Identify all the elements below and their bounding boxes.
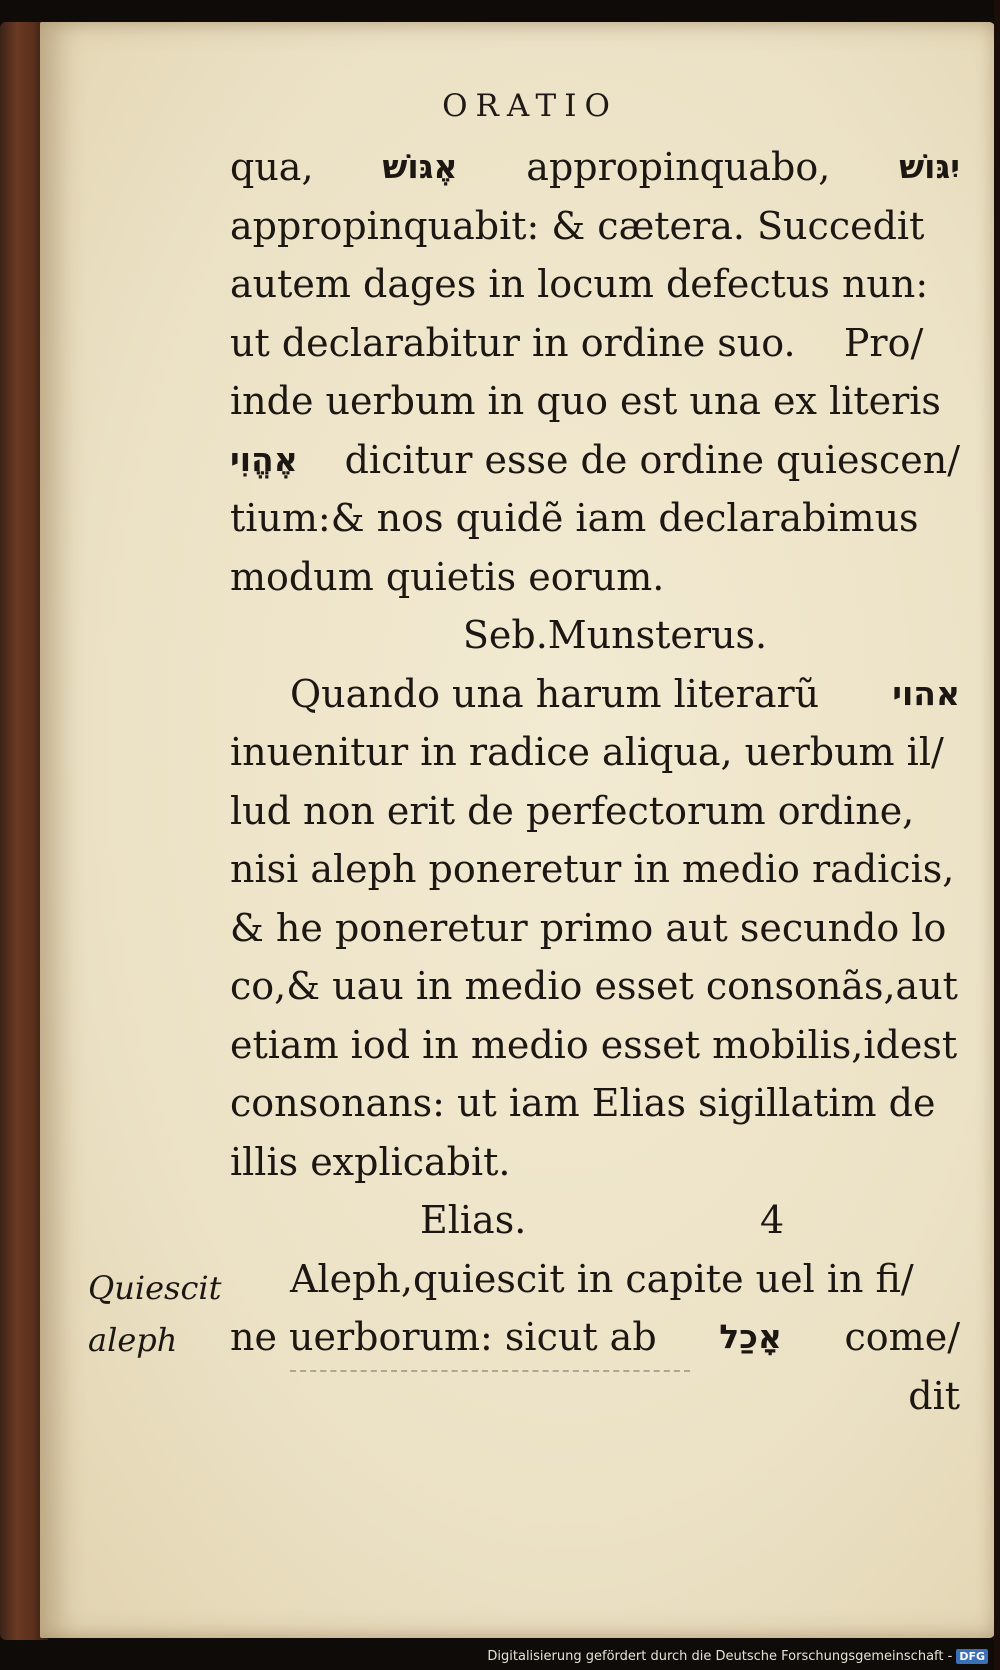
- text-line-18: Aleph,quiescit in capite uel in fi/: [290, 1256, 914, 1301]
- text-line-16: consonans: ut iam Elias sigillatim de: [230, 1081, 936, 1125]
- text-line-8: modum quietis eorum.: [230, 554, 665, 599]
- section-heading-munsterus: Seb.Munsterus.: [462, 613, 768, 657]
- page-body: [230, 138, 960, 1425]
- hebrew-word: אֶהֱוִי: [230, 439, 298, 479]
- text-line-13: & he poneretur primo aut secundo lo: [230, 905, 947, 950]
- underline-marks: [290, 1370, 690, 1376]
- text-line-19: ne uerborum: sicut ab אָכַל come/: [230, 1308, 960, 1367]
- text-line-1: qua, אֶגּוֹשׁ appropinquabo, יִגּוֹשׁ: [230, 138, 960, 197]
- hebrew-word: יִגּוֹשׁ: [899, 147, 960, 186]
- text-line-17: illis explicabit.: [230, 1139, 511, 1184]
- text-line-20: dit: [908, 1373, 960, 1418]
- running-head: ORATIO: [442, 88, 618, 124]
- hebrew-word: אהוי: [892, 673, 960, 713]
- text-line-14: co,& uau in medio esset consonãs,aut: [230, 964, 958, 1008]
- dfg-logo-badge: DFG: [956, 1649, 988, 1664]
- digitization-credit: Digitalisierung gefördert durch die Deutsche Forschungsgemeinschaft - DFG: [487, 1649, 988, 1664]
- text-line-3: autem dages in locum defectus nun:: [230, 262, 929, 306]
- hebrew-word: אָכַל: [719, 1317, 782, 1356]
- margin-note: Quiescit aleph: [88, 1269, 222, 1359]
- folio-number: 4: [760, 1198, 785, 1242]
- text-line-9: Quando una harum literarũ אהוי: [230, 665, 960, 724]
- right-edge: [994, 0, 1000, 1670]
- text-line-4: ut declarabitur in ordine suo. Pro/: [230, 320, 924, 365]
- text-line-15: etiam iod in medio esset mobilis,idest: [230, 1022, 958, 1067]
- text-line-7: tium:& nos quidẽ iam declarabimus: [230, 496, 919, 540]
- text-line-5: inde uerbum in quo est una ex literis: [230, 379, 941, 423]
- text-line-6: אֶהֱוִי dicitur esse de ordine quiescen/: [230, 431, 960, 490]
- hebrew-word: אֶגּוֹשׁ: [382, 147, 458, 186]
- section-heading-elias: Elias. 4: [230, 1191, 960, 1250]
- text-line-10: inuenitur in radice aliqua, uerbum il/: [230, 730, 944, 774]
- text-line-2: appropinquabit: & cætera. Succedit: [230, 203, 925, 248]
- text-line-11: lud non erit de perfectorum ordine,: [230, 788, 915, 833]
- text-line-12: nisi aleph poneretur in medio radicis,: [230, 847, 955, 891]
